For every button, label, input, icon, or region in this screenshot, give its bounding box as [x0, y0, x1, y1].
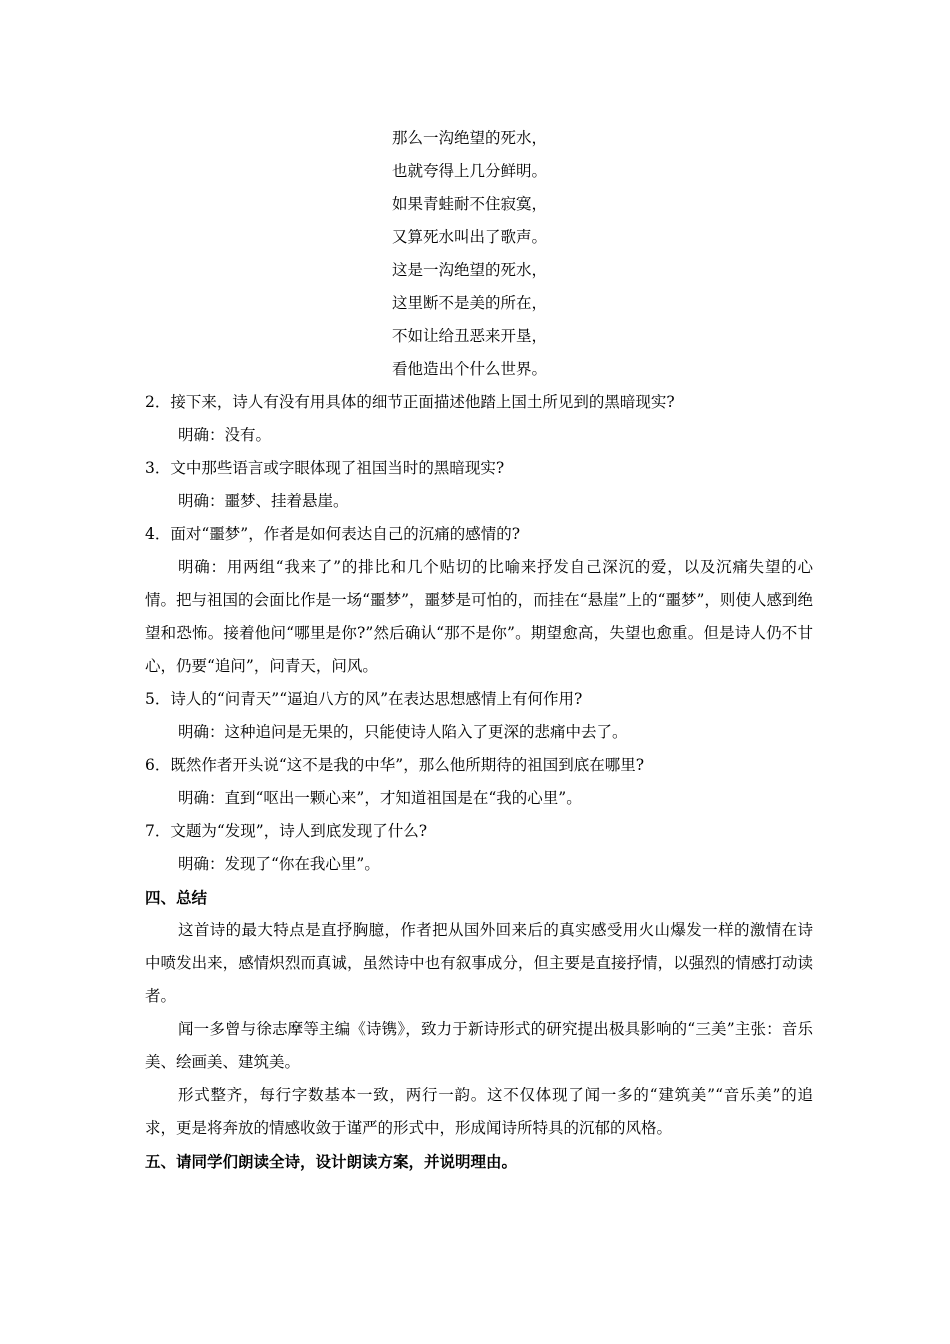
summary-paragraph: 形式整齐，每行字数基本一致，两行一韵。这不仅体现了闻一多的“建筑美”“音乐美”的追求，更是将奔放的情感收敛于谨严的形式中，形成闻诗所特具的沉郁的风格。 [145, 1086, 813, 1137]
poem-line: 看他造出个什么世界。 [392, 360, 548, 378]
poem-line: 那么一沟绝望的死水， [392, 129, 548, 147]
poem-line: 如果青蛙耐不住寂寞， [392, 195, 548, 213]
answer-5: 明确：这种追问是无果的，只能使诗人陷入了更深的悲痛中去了。 [178, 723, 628, 741]
answer-2: 明确：没有。 [178, 426, 272, 444]
summary-paragraph: 闻一多曾与徐志摩等主编《诗镌》，致力于新诗形式的研究提出极具影响的“三美”主张：音乐美、绘画美、建筑美。 [145, 1020, 813, 1071]
answer-3: 明确：噩梦、挂着悬崖。 [178, 492, 349, 510]
section-heading-summary: 四、总结 [145, 888, 208, 907]
answer-7: 明确：发现了“你在我心里”。 [178, 855, 380, 873]
poem-excerpt [392, 122, 692, 386]
question-4: 4．面对“噩梦”，作者是如何表达自己的沉痛的感情的? [145, 525, 521, 543]
question-6: 6．既然作者开头说“这不是我的中华”，那么他所期待的祖国到底在哪里? [145, 756, 645, 774]
section-heading-reading-task: 五、请同学们朗读全诗，设计朗读方案，并说明理由。 [145, 1152, 518, 1171]
answer-4: 明确：用两组“我来了”的排比和几个贴切的比喻来抒发自己深沉的爱，以及沉痛失望的心情。把与祖国的会面比作是一场“噩梦”，噩梦是可怕的，而挂在“悬崖”上的“噩梦”，则使人感到绝望和恐怖。接着他问“哪里是你?”然后确认“那不是你”。期望愈高，失望也愈重。但是诗人仍不甘心，仍要“追问”，问青天，问风。 [145, 558, 813, 675]
summary-paragraph: 这首诗的最大特点是直抒胸臆，作者把从国外回来后的真实感受用火山爆发一样的激情在诗中喷发出来，感情炽烈而真诚，虽然诗中也有叙事成分，但主要是直接抒情，以强烈的情感打动读者。 [145, 921, 813, 1005]
poem-line: 也就夸得上几分鲜明。 [392, 162, 548, 180]
poem-line: 又算死水叫出了歌声。 [392, 228, 548, 246]
question-5: 5．诗人的“问青天”“逼迫八方的风”在表达思想感情上有何作用? [145, 690, 583, 708]
question-3: 3．文中那些语言或字眼体现了祖国当时的黑暗现实? [145, 459, 505, 477]
question-2: 2．接下来，诗人有没有用具体的细节正面描述他踏上国土所见到的黑暗现实? [145, 393, 675, 411]
answer-6: 明确：直到“呕出一颗心来”，才知道祖国是在“我的心里”。 [178, 789, 582, 807]
poem-line: 不如让给丑恶来开垦， [392, 327, 548, 345]
poem-line: 这是一沟绝望的死水， [392, 261, 548, 279]
poem-line: 这里断不是美的所在， [392, 294, 548, 312]
document-body [145, 386, 813, 1178]
question-7: 7．文题为“发现”，诗人到底发现了什么? [145, 822, 428, 840]
